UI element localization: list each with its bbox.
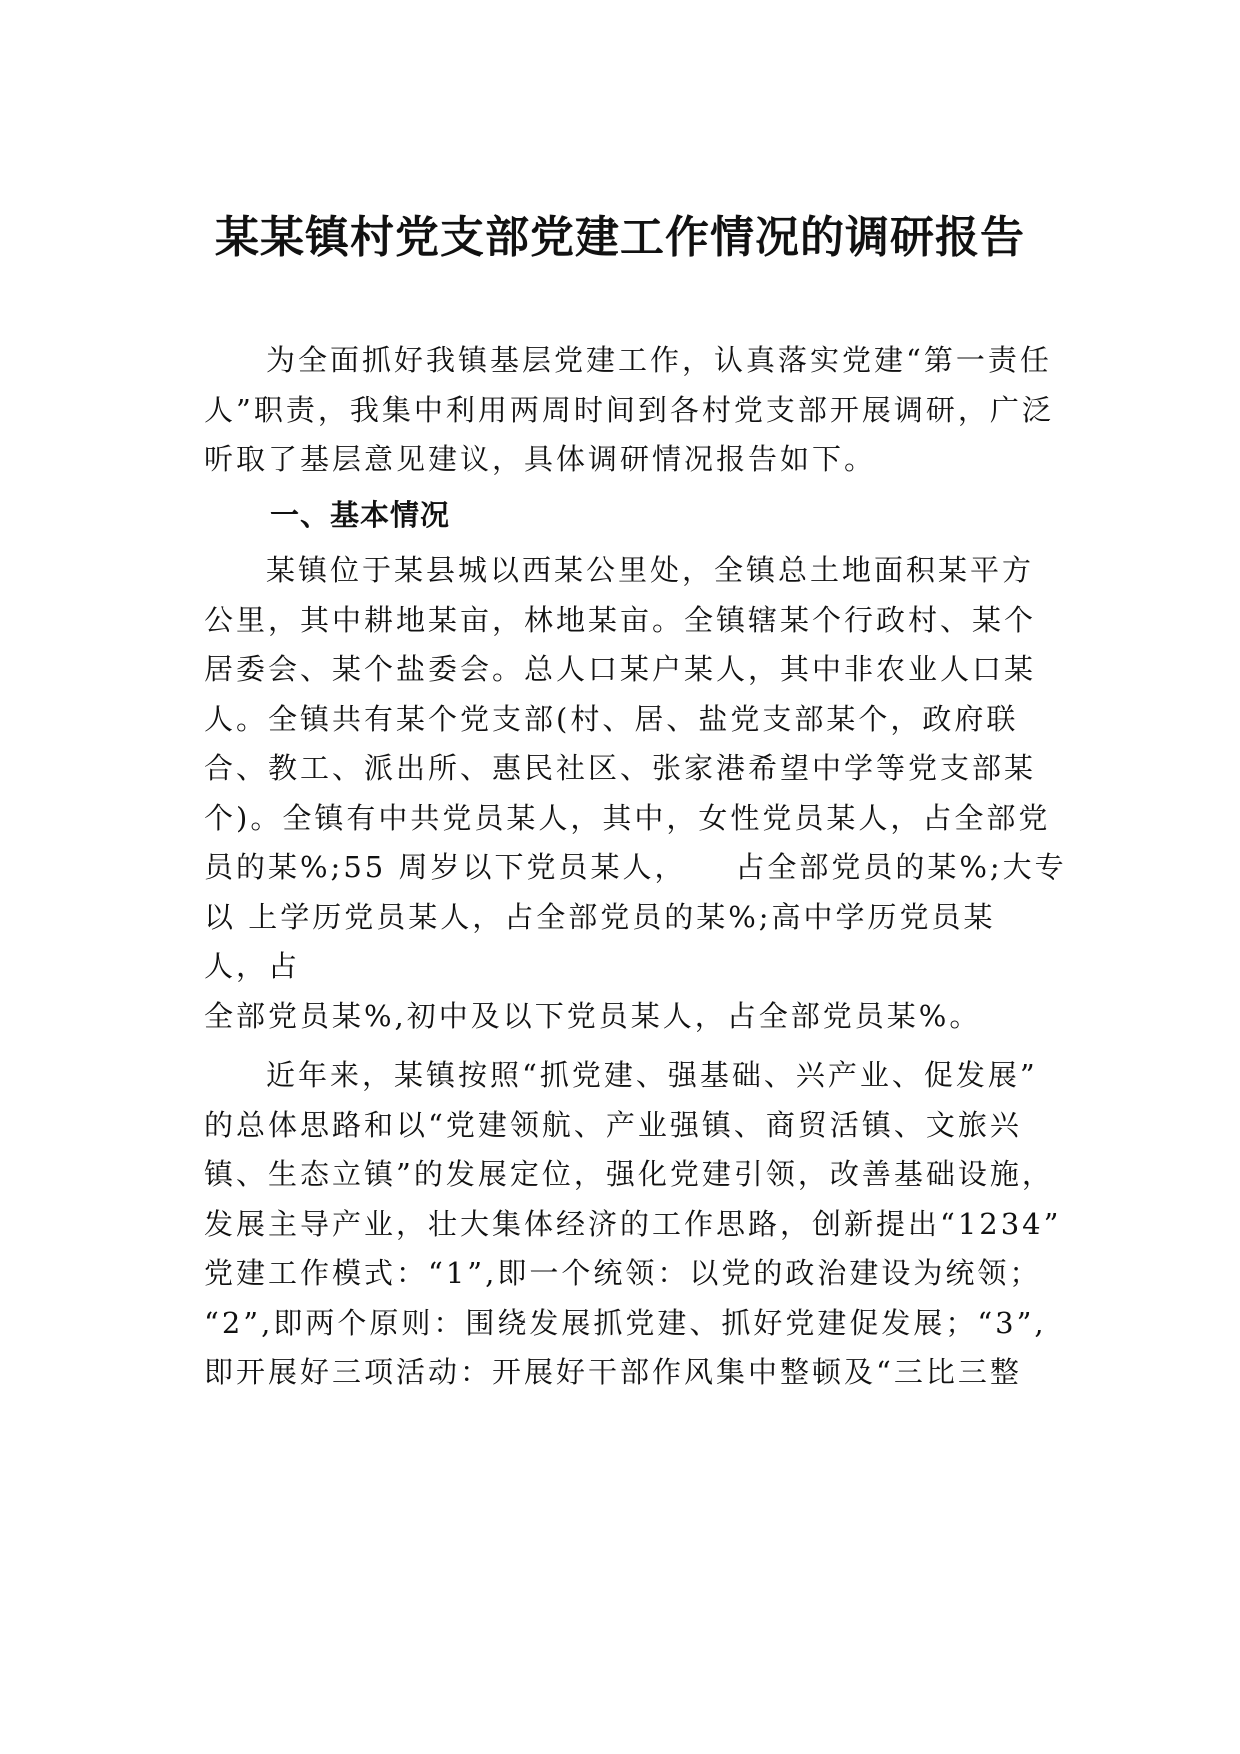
text-line: 近年来，某镇按照“抓党建、强基础、兴产业、促发展” bbox=[266, 1058, 1038, 1092]
text-line: “2”,即两个原则：围绕发展抓党建、抓好党建促发展；“3”, bbox=[204, 1305, 1047, 1340]
page-title: 某某镇村党支部党建工作情况的调研报告 bbox=[215, 212, 1025, 263]
text-line: 个)。全镇有中共党员某人，其中，女性党员某人，占全部党 bbox=[204, 800, 1051, 835]
text-line: 镇、生态立镇”的发展定位，强化党建引领，改善基础设施， bbox=[204, 1157, 1054, 1191]
text-line: 人，占 bbox=[204, 949, 301, 983]
text-line: 某镇位于某县城以西某公里处，全镇总土地面积某平方 bbox=[266, 553, 1035, 587]
text-line: 发展主导产业，壮大集体经济的工作思路，创新提出“1234” bbox=[204, 1206, 1062, 1241]
section-heading-basic-info: 一、基本情况 bbox=[270, 497, 451, 532]
text-line: 公里，其中耕地某亩，林地某亩。全镇辖某个行政村、某个 bbox=[204, 602, 1037, 637]
text-line: 员的某%;55 周岁以下党员某人， 占全部党员的某%;大专 bbox=[204, 850, 1067, 884]
text-line: 合、教工、派出所、惠民社区、张家港希望中学等党支部某 bbox=[204, 751, 1037, 785]
text-line: 以 上学历党员某人，占全部党员的某%;高中学历党员某 bbox=[204, 899, 996, 934]
text-line: 党建工作模式：“1”,即一个统领：以党的政治建设为统领； bbox=[204, 1256, 1042, 1290]
section1-paragraph-2 bbox=[204, 1051, 1074, 1398]
text-line: 居委会、某个盐委会。总人口某户某人，其中非农业人口某 bbox=[204, 652, 1037, 686]
text-line: 人。全镇共有某个党支部(村、居、盐党支部某个，政府联 bbox=[204, 701, 1019, 736]
text-line: 即开展好三项活动：开展好干部作风集中整顿及“三比三整 bbox=[204, 1355, 1022, 1389]
text-line: 的总体思路和以“党建领航、产业强镇、商贸活镇、文旅兴 bbox=[204, 1107, 1022, 1142]
document-body bbox=[204, 336, 1074, 1398]
intro-paragraph: 为全面抓好我镇基层党建工作，认真落实党建“第一责任人”职责，我集中利用两周时间到各村党支部开展调研，广泛听取了基层意见建议，具体调研情况报告如下。 bbox=[204, 343, 1054, 476]
section1-paragraph bbox=[204, 546, 1074, 1041]
text-line: 全部党员某%,初中及以下党员某人，占全部党员某%。 bbox=[204, 998, 982, 1033]
